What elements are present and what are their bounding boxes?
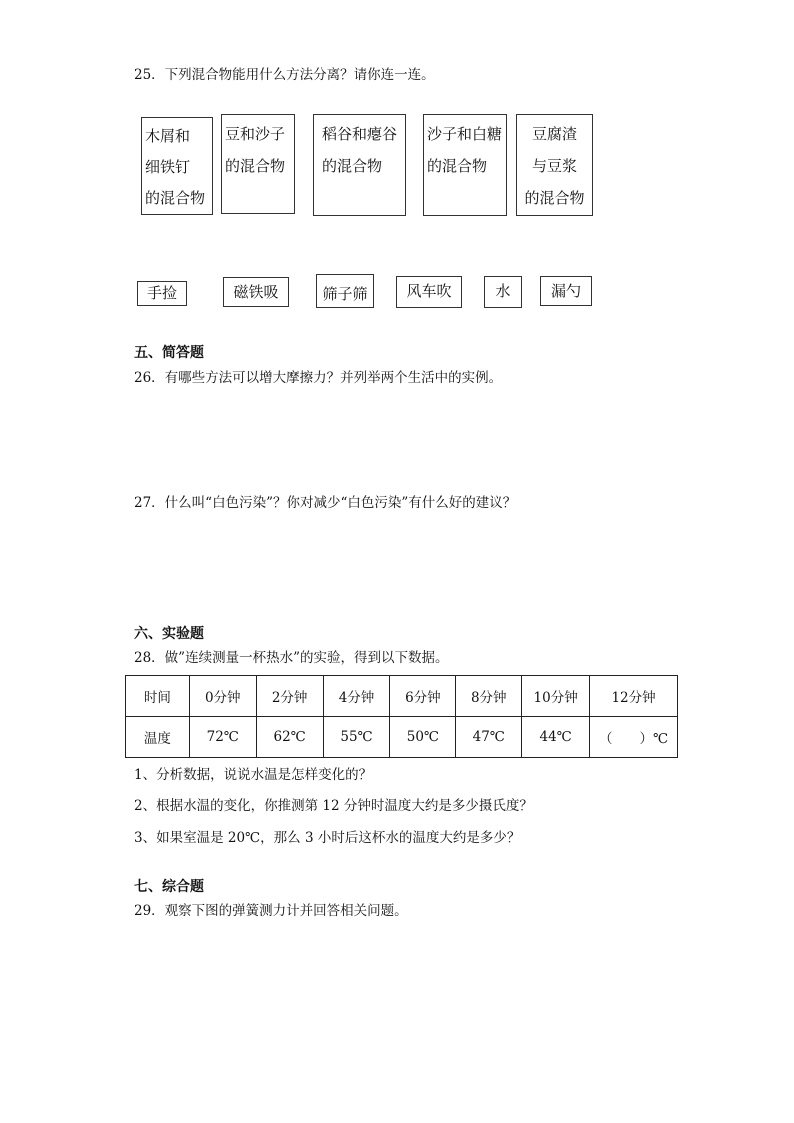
method-box-sieve[interactable]: 筛子筛 (316, 274, 374, 308)
mixture-line: 木屑和 (145, 127, 191, 145)
mixture-line: 的混合物 (322, 157, 383, 175)
question-28-sub-3: 3、如果室温是 20℃，那么 3 小时后这杯水的温度大约是多少？ (134, 830, 521, 846)
section-heading-short-answer: 五、简答题 (134, 345, 204, 361)
question-25: 25．下列混合物能用什么方法分离？请你连一连。 (134, 67, 435, 83)
temperature-table (125, 675, 678, 758)
table-cell: 温度 (126, 717, 190, 758)
mixture-line: 豆和沙子 (225, 125, 286, 143)
method-box-magnet[interactable]: 磁铁吸 (223, 277, 289, 307)
section-heading-experiment: 六、实验题 (134, 626, 204, 642)
mixture-line: 的混合物 (225, 157, 286, 175)
table-cell: 47℃ (456, 717, 522, 758)
table-cell: 44℃ (522, 717, 590, 758)
method-box-hand-pick[interactable]: 手捡 (137, 281, 187, 306)
table-cell: 2分钟 (256, 676, 323, 717)
table-cell: 50℃ (390, 717, 456, 758)
table-cell: 12分钟 (590, 676, 678, 717)
mixture-line: 与豆浆 (531, 157, 577, 175)
table-cell: 10分钟 (522, 676, 590, 717)
table-cell: 6分钟 (390, 676, 456, 717)
method-box-slotted-spoon[interactable]: 漏勺 (540, 276, 592, 306)
mixture-box-rice-chaff[interactable] (313, 114, 406, 216)
mixture-line: 豆腐渣 (531, 125, 577, 143)
table-row-temperature (126, 717, 678, 758)
mixture-line: 的混合物 (427, 157, 488, 175)
mixture-line: 细铁钉 (145, 158, 191, 176)
method-box-winnower[interactable]: 风车吹 (396, 276, 462, 308)
mixture-box-sawdust-iron[interactable] (141, 117, 213, 215)
table-cell: 4分钟 (323, 676, 390, 717)
table-cell: 62℃ (256, 717, 323, 758)
table-row-time (126, 676, 678, 717)
mixture-line: 的混合物 (524, 189, 585, 207)
table-cell: 时间 (126, 676, 190, 717)
question-28-sub-2: 2、根据水温的变化，你推测第 12 分钟时温度大约是多少摄氏度？ (134, 798, 533, 814)
table-cell: 0分钟 (189, 676, 256, 717)
question-29: 29．观察下图的弹簧测力计并回答相关问题。 (134, 903, 408, 919)
mixture-box-beans-sand[interactable] (221, 114, 295, 214)
mixture-line: 的混合物 (145, 189, 206, 207)
question-28-sub-1: 1、分析数据，说说水温是怎样变化的？ (134, 767, 373, 783)
mixture-box-sand-sugar[interactable] (423, 114, 507, 216)
mixture-line: 沙子和白糖 (427, 125, 503, 143)
table-cell: 8分钟 (456, 676, 522, 717)
question-28: 28．做”连续测量一杯热水”的实验，得到以下数据。 (134, 650, 449, 666)
section-heading-comprehensive: 七、综合题 (134, 879, 204, 895)
mixture-line: 稻谷和瘪谷 (322, 125, 398, 143)
question-26: 26．有哪些方法可以增大摩擦力？并列举两个生活中的实例。 (134, 370, 503, 386)
question-27: 27．什么叫“白色污染”？你对减少“白色污染”有什么好的建议？ (134, 495, 517, 511)
method-box-water[interactable]: 水 (484, 276, 522, 308)
mixture-box-tofu-soymilk[interactable] (516, 114, 593, 216)
answer-blank-cell[interactable]: （ ）℃ (590, 717, 678, 758)
table-cell: 55℃ (323, 717, 390, 758)
table-cell: 72℃ (189, 717, 256, 758)
